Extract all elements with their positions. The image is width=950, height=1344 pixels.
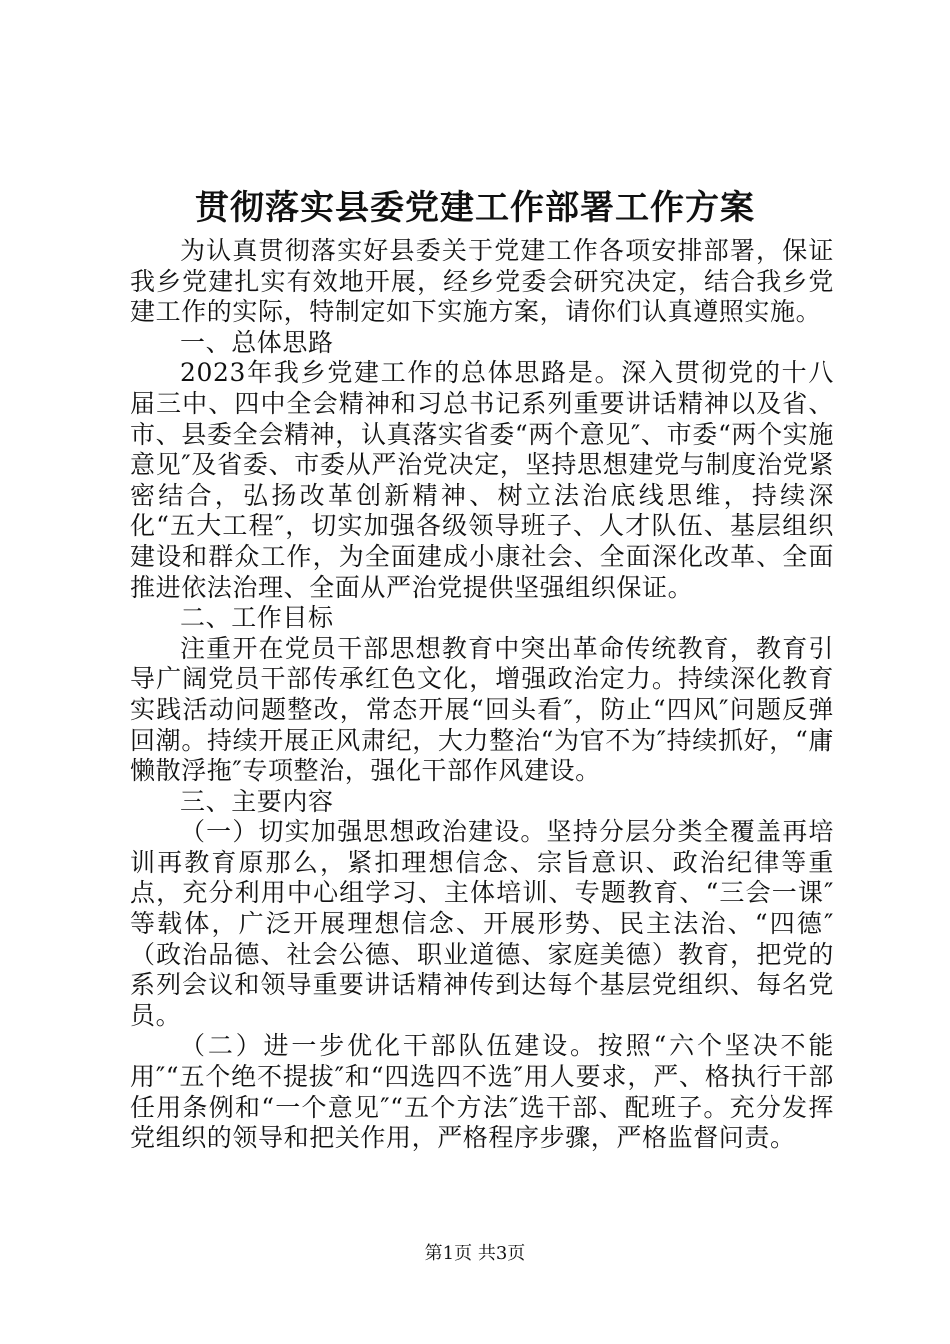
section-heading-overall-approach: 一、总体思路 — [180, 327, 334, 357]
section-heading-work-goals: 二、工作目标 — [180, 603, 334, 633]
section-paragraph-item-2: （二）进一步优化干部队伍建设。按照“六个坚决不能用″“五个绝不提拔″和“四选四不选″用人要求，严、格执行干部任用条例和“一个意见″“五个方法″选干部、配班子。充分发挥党组织的领导和把关作用，严格程序步骤，严格监督问责。 — [130, 1031, 834, 1153]
document-title: 贯彻落实县委党建工作部署工作方案 — [195, 188, 755, 228]
intro-paragraph: 为认真贯彻落实好县委关于党建工作各项安排部署，保证我乡党建扎实有效地开展，经乡党委会研究决定，结合我乡党建工作的实际，特制定如下实施方案，请你们认真遵照实施。 — [130, 236, 834, 327]
section-heading-main-content: 三、主要内容 — [180, 786, 334, 816]
section-paragraph-item-1: （一）切实加强思想政治建设。坚持分层分类全覆盖再培训再教育原那么，紧扣理想信念、宗旨意识、政治纪律等重点，充分利用中心组学习、主体培训、专题教育、“三会一课″等载体，广泛开展理想信念、开展形势、民主法治、“四德″（政治品德、社会公德、职业道德、家庭美德）教育，把党的系列会议和领导重要讲话精神传到达每个基层党组织、每名党员。 — [130, 817, 834, 1030]
section-paragraph-work-goals: 注重开在党员干部思想教育中突出革命传统教育，教育引导广阔党员干部传承红色文化，增强政治定力。持续深化教育实践活动问题整改，常态开展“回头看″，防止“四风″问题反弹回潮。持续开展正风肃纪，大力整治“为官不为″持续抓好，“庸懒散浮拖″专项整治，强化干部作风建设。 — [130, 633, 834, 786]
document-body — [130, 236, 834, 1154]
section-paragraph-overall-approach: 2023年我乡党建工作的总体思路是。深入贯彻党的十八届三中、四中全会精神和习总书记系列重要讲话精神以及省、市、县委全会精神，认真落实省委“两个意见″、市委“两个实施意见″及省委、市委从严治党决定，坚持思想建党与制度治党紧密结合，弘扬改革创新精神、树立法治底线思维，持续深化“五大工程″，切实加强各级领导班子、人才队伍、基层组织建设和群众工作，为全面建成小康社会、全面深化改革、全面推进依法治理、全面从严治党提供坚强组织保证。 — [130, 358, 834, 602]
page-number-footer: 第1页 共3页 — [424, 1243, 526, 1264]
